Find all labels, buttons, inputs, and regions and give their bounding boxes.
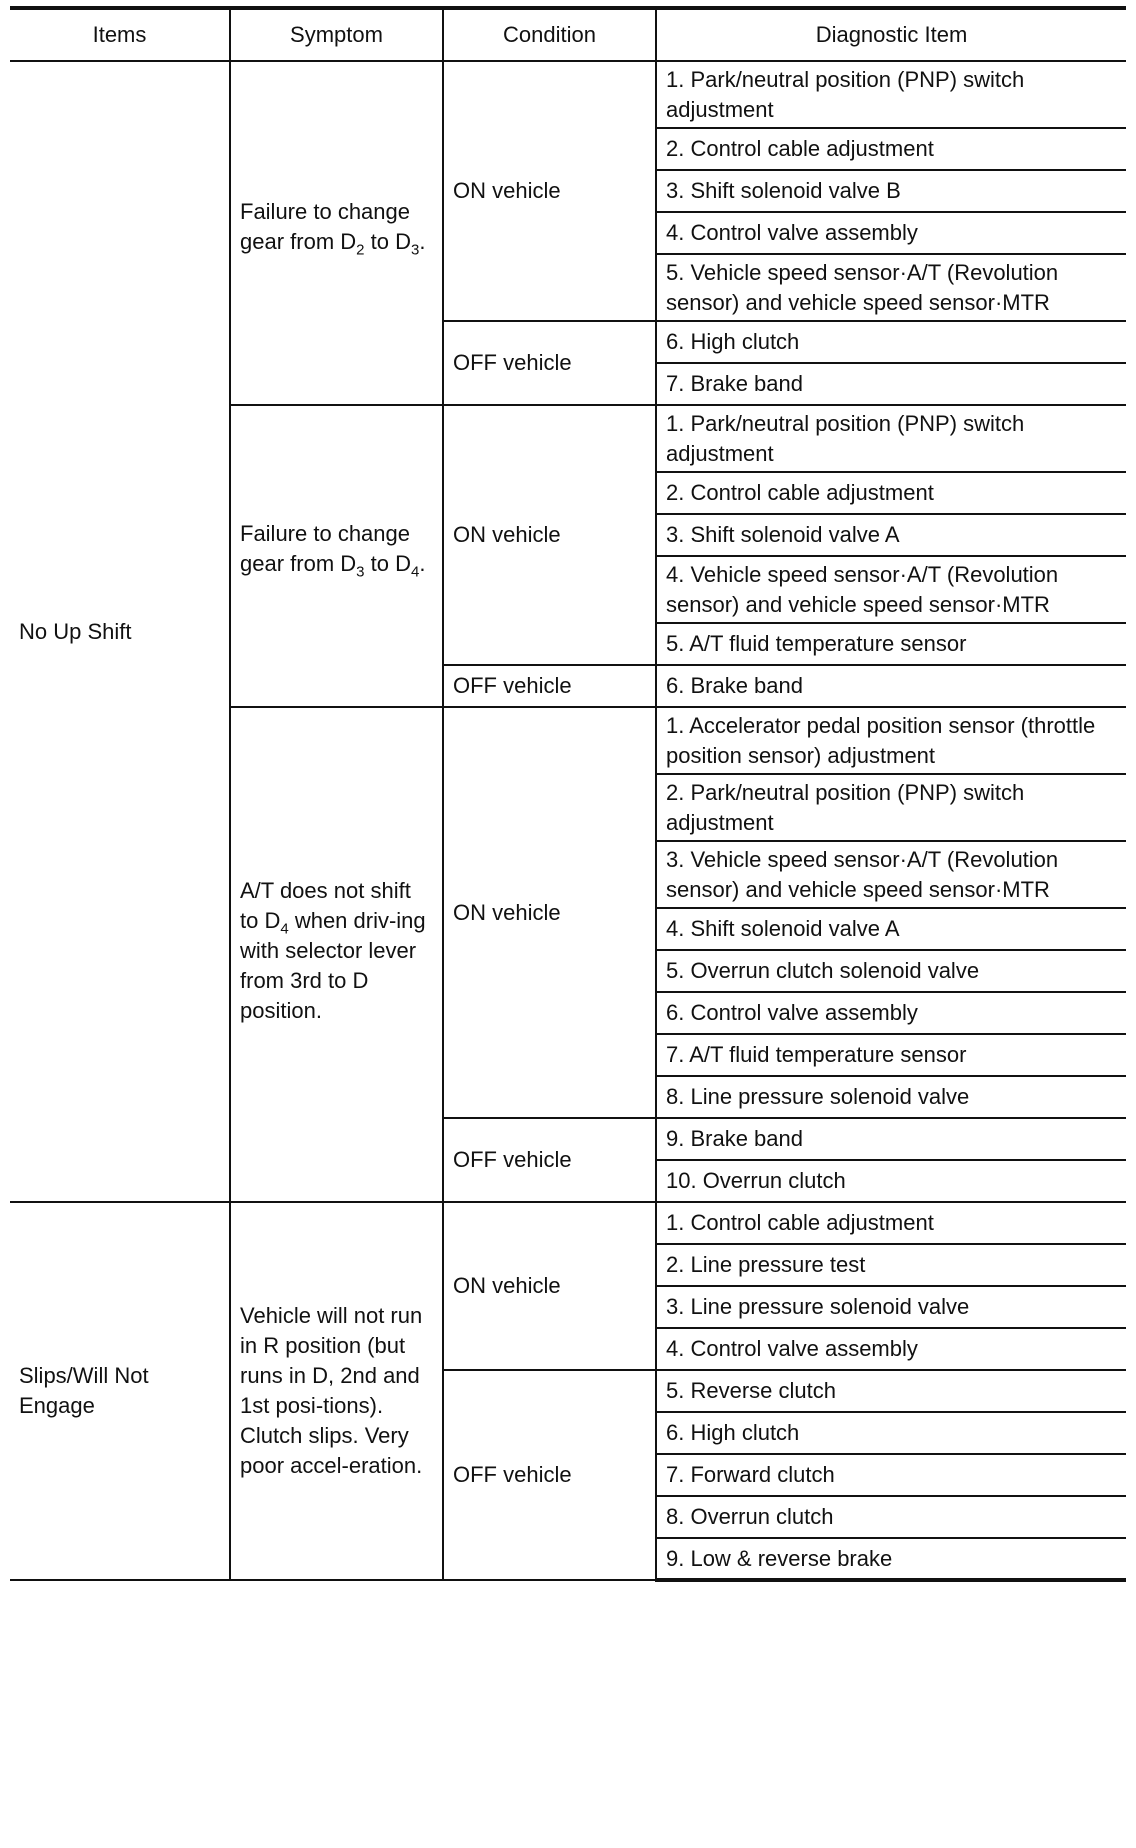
diagnostic-item: 9. Brake band (656, 1118, 1126, 1160)
diagnostic-item: 4. Vehicle speed sensor·A/T (Revolution sensor) and vehicle speed sensor·MTR (656, 556, 1126, 623)
condition-on-vehicle: ON vehicle (443, 61, 656, 321)
table-row (10, 1202, 1126, 1244)
condition-on-vehicle: ON vehicle (443, 707, 656, 1118)
diagnostic-item: 5. Vehicle speed sensor·A/T (Revolution sensor) and vehicle speed sensor·MTR (656, 254, 1126, 321)
diagnostic-item: 3. Line pressure solenoid valve (656, 1286, 1126, 1328)
symptom-no-reverse: Vehicle will not run in R position (but runs in D, 2nd and 1st posi-tions). Clutch slips. Very poor accel-eration. (230, 1202, 443, 1580)
header-condition: Condition (443, 8, 656, 61)
header-items: Items (10, 8, 230, 61)
header-diagnostic-item: Diagnostic Item (656, 8, 1126, 61)
diagnostic-item: 4. Control valve assembly (656, 212, 1126, 254)
diagnostic-item: 2. Park/neutral position (PNP) switch adjustment (656, 774, 1126, 841)
diagnostic-item: 7. Forward clutch (656, 1454, 1126, 1496)
diagnostic-item: 8. Overrun clutch (656, 1496, 1126, 1538)
diagnostic-item: 8. Line pressure solenoid valve (656, 1076, 1126, 1118)
diagnostic-item: 6. High clutch (656, 1412, 1126, 1454)
condition-off-vehicle: OFF vehicle (443, 321, 656, 405)
diagnostic-item: 3. Shift solenoid valve A (656, 514, 1126, 556)
diagnostic-item: 2. Line pressure test (656, 1244, 1126, 1286)
diagnostic-item: 1. Park/neutral position (PNP) switch adjustment (656, 405, 1126, 472)
group-slips-will-not-engage: Slips/Will Not Engage (10, 1202, 230, 1580)
diagnostic-item: 7. Brake band (656, 363, 1126, 405)
diagnostic-item: 7. A/T fluid temperature sensor (656, 1034, 1126, 1076)
diagnostic-item: 1. Accelerator pedal position sensor (throttle position sensor) adjustment (656, 707, 1126, 774)
diagnostic-item: 5. Overrun clutch solenoid valve (656, 950, 1126, 992)
diagnostic-item: 4. Control valve assembly (656, 1328, 1126, 1370)
symptom-no-shift-d4: A/T does not shift to $D_4$ when driv-ing with selector lever from 3rd to D position. (230, 707, 443, 1202)
diagnostic-item: 3. Shift solenoid valve B (656, 170, 1126, 212)
condition-on-vehicle: ON vehicle (443, 1202, 656, 1370)
condition-off-vehicle: OFF vehicle (443, 1118, 656, 1202)
diagnostic-item: 4. Shift solenoid valve A (656, 908, 1126, 950)
diagnostic-item: 2. Control cable adjustment (656, 128, 1126, 170)
diagnostic-item: 10. Overrun clutch (656, 1160, 1126, 1202)
diagnostic-item: 1. Control cable adjustment (656, 1202, 1126, 1244)
diagnostic-item: 1. Park/neutral position (PNP) switch adjustment (656, 61, 1126, 128)
condition-on-vehicle: ON vehicle (443, 405, 656, 665)
condition-off-vehicle: OFF vehicle (443, 1370, 656, 1580)
diagnostic-item: 9. Low & reverse brake (656, 1538, 1126, 1580)
diagnostic-table (10, 6, 1126, 1582)
header-row (10, 8, 1126, 61)
diagnostic-item: 5. A/T fluid temperature sensor (656, 623, 1126, 665)
symptom-d2-d3: Failure to change gear from $D_2$ to $D_3$. (230, 61, 443, 405)
diagnostic-item: 6. High clutch (656, 321, 1126, 363)
header-symptom: Symptom (230, 8, 443, 61)
diagnostic-item: 3. Vehicle speed sensor·A/T (Revolution sensor) and vehicle speed sensor·MTR (656, 841, 1126, 908)
group-no-up-shift: No Up Shift (10, 61, 230, 1202)
condition-off-vehicle: OFF vehicle (443, 665, 656, 707)
diagnostic-item: 6. Brake band (656, 665, 1126, 707)
diagnostic-item: 6. Control valve assembly (656, 992, 1126, 1034)
table-row (10, 61, 1126, 128)
diagnostic-item: 2. Control cable adjustment (656, 472, 1126, 514)
symptom-d3-d4: Failure to change gear from $D_3$ to $D_4$. (230, 405, 443, 707)
diagnostic-item: 5. Reverse clutch (656, 1370, 1126, 1412)
